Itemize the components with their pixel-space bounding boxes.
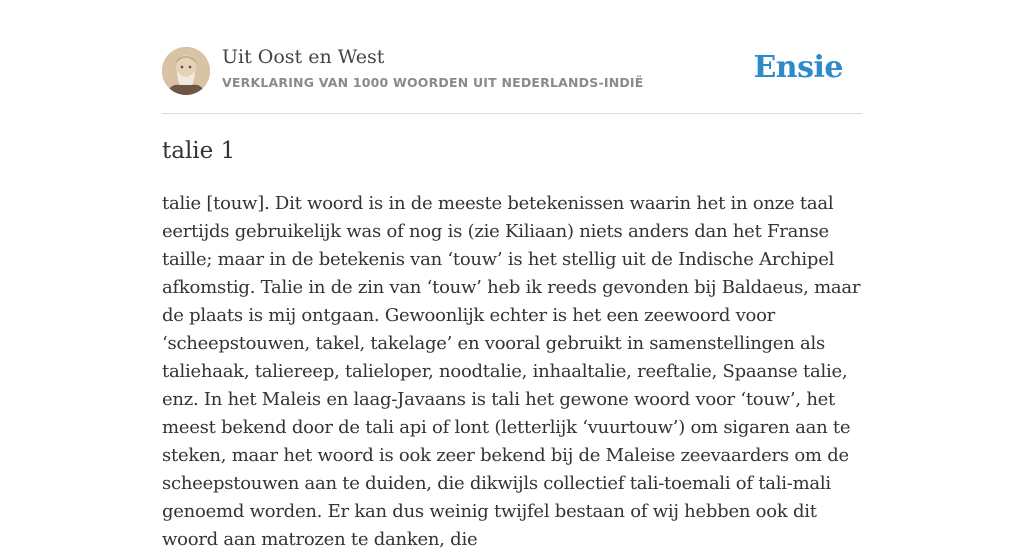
page — [162, 0, 862, 550]
header — [162, 0, 862, 114]
ensie-logo[interactable]: Ensie — [753, 50, 843, 85]
book-subtitle: VERKLARING VAN 1000 WOORDEN UIT NEDERLANDS-INDIË — [222, 75, 644, 90]
author-avatar[interactable] — [162, 47, 210, 95]
author-portrait-icon — [162, 47, 210, 95]
book-title[interactable]: Uit Oost en West — [222, 46, 385, 68]
entry-title: talie 1 — [162, 138, 236, 164]
entry-body: talie [touw]. Dit woord is in de meeste betekenissen waarin het in onze taal eertijds gebruikelijk was of nog is (zie Kiliaan) niets anders dan het Franse taille; maar in de betekenis van ‘touw’ is het stellig uit de Indische Archipel afkomstig. Talie in de zin van ‘touw’ heb ik reeds gevonden bij Baldaeus, maar de plaats is mij ontgaan. Gewoonlijk echter is het een zeewoord voor ‘scheepstouwen, takel, takelage’ en vooral gebruikt in samenstellingen als taliehaak, taliereep, talieloper, noodtalie, inhaaltalie, reeftalie, Spaanse talie, enz. In het Maleis en laag-Javaans is tali het gewone woord voor ‘touw’, het meest bekend door de tali api of lont (letterlijk ‘vuurtouw’) om sigaren aan te steken, maar het woord is ook zeer bekend bij de Maleise zeevaarders om de scheepstouwen aan te duiden, die dikwijls collectief tali-toemali of tali-mali genoemd worden. Er kan dus weinig twijfel bestaan of wij hebben ook dit woord aan matrozen te danken, die — [162, 193, 861, 550]
